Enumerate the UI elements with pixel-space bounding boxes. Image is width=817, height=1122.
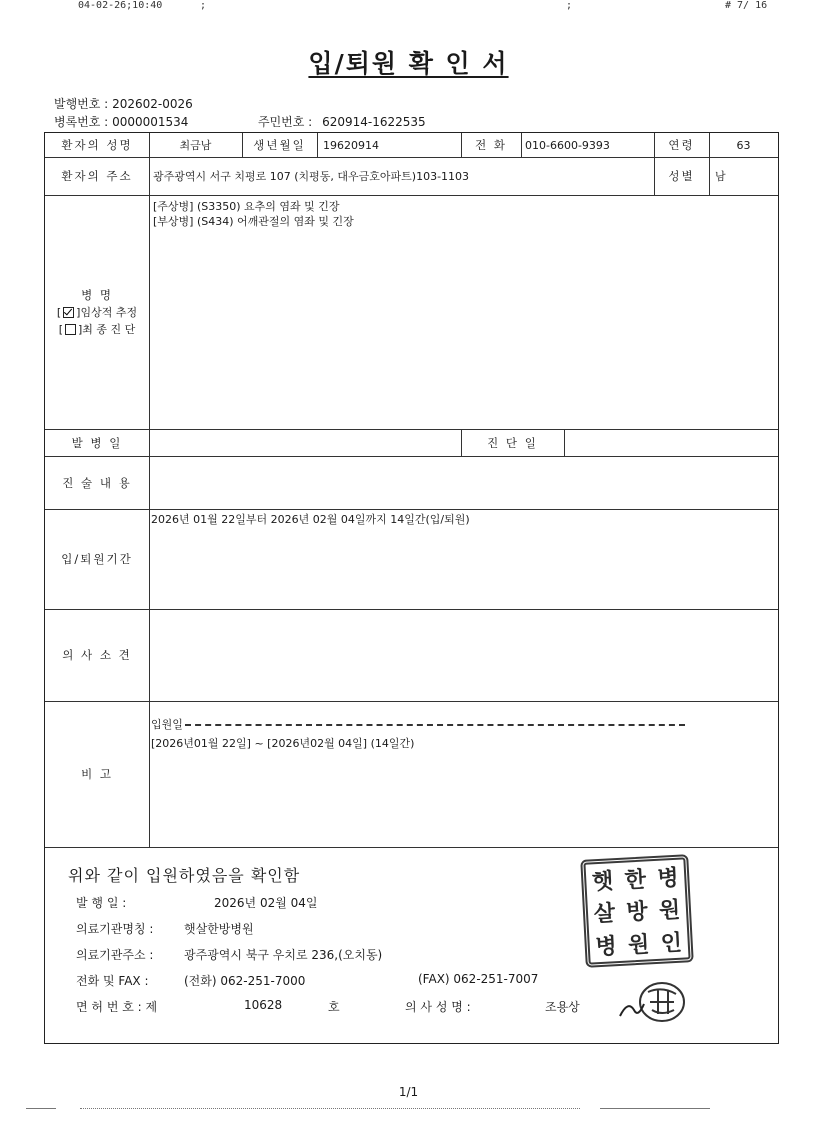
patient-address: 광주광역시 서구 치평로 107 (치평동, 대우금호아파트)103-1103 — [153, 170, 470, 183]
period-value: 2026년 01월 22일부터 2026년 02월 04일까지 14일간(입/퇴원) — [151, 513, 470, 526]
page-number: 1/1 — [398, 1085, 419, 1099]
patient-name-label: 환자의 성명 — [61, 138, 133, 152]
patient-name: 최금남 — [179, 139, 212, 152]
opinion-content — [153, 609, 753, 701]
issue-number: 발행번호 : 202602-0026 — [54, 97, 193, 111]
age-label: 연령 — [668, 138, 695, 152]
dashed-rule — [185, 724, 685, 726]
treatment-label: 진 술 내 용 — [62, 475, 132, 490]
doctor-name: 조용상 — [545, 1000, 580, 1014]
license-number: 10628 — [244, 998, 283, 1012]
clinical-option: [ ]임상적 추정 — [56, 305, 138, 319]
empty-checkbox-icon — [65, 324, 76, 335]
institution-name-label: 의료기관명칭 : — [76, 922, 154, 936]
institution-address-label: 의료기관주소 : — [76, 948, 154, 962]
address-label: 환자의 주소 — [61, 169, 133, 183]
onset-label: 발 병 일 — [71, 435, 123, 450]
diagnosis-date — [568, 429, 768, 456]
phone-fax-label: 전화 및 FAX : — [76, 974, 149, 988]
opinion-label: 의 사 소 견 — [62, 648, 132, 662]
birth-label: 생년월일 — [253, 138, 306, 152]
fax-timestamp: 04-02-26;10:40 — [78, 0, 163, 11]
final-option: [ ]최 종 진 단 — [58, 322, 136, 336]
sex-label: 성별 — [668, 169, 695, 183]
fax-page: # 7/ 16 — [725, 0, 768, 11]
fax-separator: ; — [566, 0, 573, 11]
onset-date — [153, 429, 453, 456]
patient-age: 63 — [736, 138, 751, 152]
diagnosis-date-label: 진 단 일 — [487, 435, 538, 450]
sub-diagnosis: [부상병] (S434) 어깨관절의 염좌 및 긴장 — [153, 215, 354, 228]
phone-label: 전 화 — [475, 138, 507, 152]
period-label: 입/퇴원기간 — [61, 552, 133, 566]
patient-sex: 남 — [715, 170, 726, 183]
institution-address: 광주광역시 북구 우치로 236,(오치동) — [184, 948, 383, 962]
treatment-content — [153, 456, 753, 509]
patient-phone: 010-6600-9393 — [525, 138, 610, 152]
fax-separator: ; — [200, 0, 207, 11]
issue-date-label: 발 행 일 : — [76, 896, 127, 910]
remarks-line1: 입원일 — [151, 717, 685, 732]
document-title: 입/퇴원 확 인 서 — [308, 49, 509, 78]
remarks-line2: [2026년01월 22일] ~ [2026년02월 04일] (14일간) — [151, 737, 415, 750]
hospital-stamp: 햇 한 병 살 방 원 병 원 인 — [580, 854, 694, 968]
resident-number: 주민번호 : 620914-1622535 — [258, 115, 426, 129]
scan-artifact — [26, 1108, 56, 1109]
remarks-label: 비 고 — [81, 767, 113, 781]
registration-number: 병록번호 : 0000001534 — [54, 115, 189, 129]
diagnosis-label: 병 명 — [81, 287, 113, 302]
checked-checkbox-icon — [63, 307, 74, 318]
institution-fax: (FAX) 062-251-7007 — [418, 972, 539, 986]
confirmation-statement: 위와 같이 입원하였음을 확인함 — [68, 866, 301, 885]
doctor-seal-icon — [618, 980, 688, 1024]
fax-header — [0, 0, 817, 14]
doctor-label: 의 사 성 명 : — [405, 1000, 471, 1014]
license-suffix: 호 — [328, 1000, 340, 1014]
institution-phone: (전화) 062-251-7000 — [184, 974, 306, 988]
institution-name: 햇살한방병원 — [184, 922, 254, 936]
main-diagnosis: [주상병] (S3350) 요추의 염좌 및 긴장 — [153, 200, 340, 213]
license-label: 면 허 번 호 : 제 — [76, 1000, 158, 1014]
birth-date: 19620914 — [323, 138, 379, 152]
scan-artifact — [600, 1108, 710, 1109]
diagnosis-label-block — [45, 195, 149, 429]
scan-artifact — [80, 1108, 580, 1109]
issue-date: 2026년 02월 04일 — [214, 896, 318, 910]
